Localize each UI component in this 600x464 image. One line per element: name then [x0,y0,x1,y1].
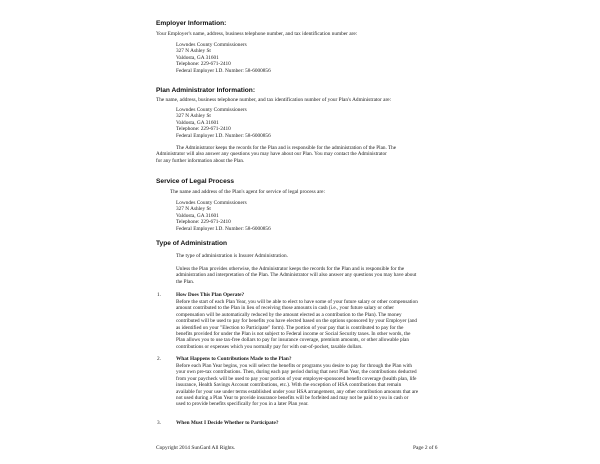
paragraph-line: Administrator will also answer any questions you may have about our Plan. You may contact the Administrator [156,151,387,158]
paragraph-line: Unless the Plan provides otherwise, the Administrator keeps the records for the Plan and is responsible for the [176,266,405,272]
address-line: Federal Employer I.D. Number: 58-6000856 [176,225,271,232]
paragraph-line: the Plan. [176,278,195,285]
footer-page-number: Page 2 of 6 [413,445,438,451]
address-line: Valdosta, GA 31601 [176,54,219,61]
question-number: 3. [157,420,161,426]
paragraph-line: from your paycheck will be used to pay your portion of your employer-sponsored benefit coverage (health plan, life [176,375,417,382]
address-line: Telephone: 229-671-2410 [176,126,231,133]
question-number: 2. [157,356,161,362]
paragraph-line: amount contributed to the Plan in lieu of receiving those amounts in cash (i.e., your future salary or other [176,305,394,312]
paragraph-line: as identified on your "Election to Participate" form). The portion of your pay that is contributed to pay for the [176,324,404,331]
question-answer [176,299,418,350]
admin-type-heading: Type of Administration [156,240,228,247]
paragraph-line: Before each Plan Year begins, you will select the benefits or programs you desire to pay for through the Plan with [176,363,412,369]
address-line: 327 N Ashley St [176,48,211,55]
address-line: Federal Employer I.D. Number: 58-6000856 [176,67,271,74]
paragraph-line: used to provide benefits specifically for you in a later Plan year. [176,401,309,408]
paragraph-line: contributions or expenses which you normally pay for with out-of-pocket, taxable dollars. [176,343,363,350]
plan-admin-heading: Plan Administrator Information: [156,87,256,94]
address-line: Lowndes County Commissioners [176,200,247,206]
paragraph-line: for any further information about the Plan. [156,157,245,164]
address-line: Lowndes County Commissioners [176,42,247,48]
paragraph-line: Before the start of each Plan Year, you will be able to elect to have some of your future salary or other compensation [176,299,418,305]
question-title: How Does This Plan Operate? [176,292,245,298]
address-line: Valdosta, GA 31601 [176,119,219,126]
paragraph-line: administration and interpretation of the Plan. The Administrator will also answer any questions you may have about [176,272,417,279]
paragraph-line: not used during a Plan Year to provide insurance benefits will be forfeited and may not be paid to you in cash or [176,394,409,401]
plan-admin-address [176,107,271,139]
paragraph-line: The Administrator keeps the records for the Plan and is responsible for the administration of the Plan. The [176,145,397,151]
paragraph-line: contributed will be used to pay for benefits you have elected based on the options sponsored by your Employer (and [176,318,418,325]
legal-intro: The name and address of the Plan's agent for service of legal process are: [170,189,325,195]
question-number: 1. [157,292,161,298]
question-answer [176,363,418,408]
legal-heading: Service of Legal Process [156,178,235,185]
paragraph-line: Plan allows you to use tax-free dollars to pay for insurance coverage, premium amounts, or other allowable plan [176,337,409,344]
plan-admin-intro: The name, address, business telephone number, and tax identification number of your Plan's Administrator are: [156,97,392,103]
legal-address [176,200,271,232]
employer-intro: Your Employer's name, address, business telephone number, and tax identification number are: [156,31,358,37]
paragraph-line: insurance, Health Savings Account contributions, etc.). With the exception of HSA contributions that remain [176,382,402,389]
address-line: Telephone: 229-671-2410 [176,61,231,68]
employer-address [176,42,271,74]
question-title: What Happens to Contributions Made to the Plan? [176,356,292,362]
question-title: When Must I Decide Whether to Participate? [176,420,279,426]
plan-admin-note [156,145,397,164]
paragraph-line: benefits provided for under the Plan is not subject to Federal income or Social Security taxes. In other words, the [176,330,411,337]
address-line: Telephone: 229-671-2410 [176,219,231,226]
address-line: Federal Employer I.D. Number: 58-6000856 [176,132,271,139]
address-line: 327 N Ashley St [176,113,211,120]
address-line: Valdosta, GA 31601 [176,212,219,219]
admin-type-paragraph [176,266,416,285]
paragraph-line: available for your use under terms established under your HSA arrangement, any other contribution amounts that are [176,388,419,395]
address-line: 327 N Ashley St [176,206,211,213]
footer-copyright: Copyright 2014 SunGard All Rights. [156,445,236,451]
paragraph-line: compensation will be automatically reduced by the amount elected as a contribution to the Plan). The money [176,311,402,318]
paragraph-line: your own pre-tax contributions. Then, during each pay period during that next Plan Year, the contributions deducted [176,369,417,376]
address-line: Lowndes County Commissioners [176,107,247,113]
admin-type-intro: The type of administration is Insurer Administration. [176,253,288,259]
employer-heading: Employer Information: [156,20,227,27]
